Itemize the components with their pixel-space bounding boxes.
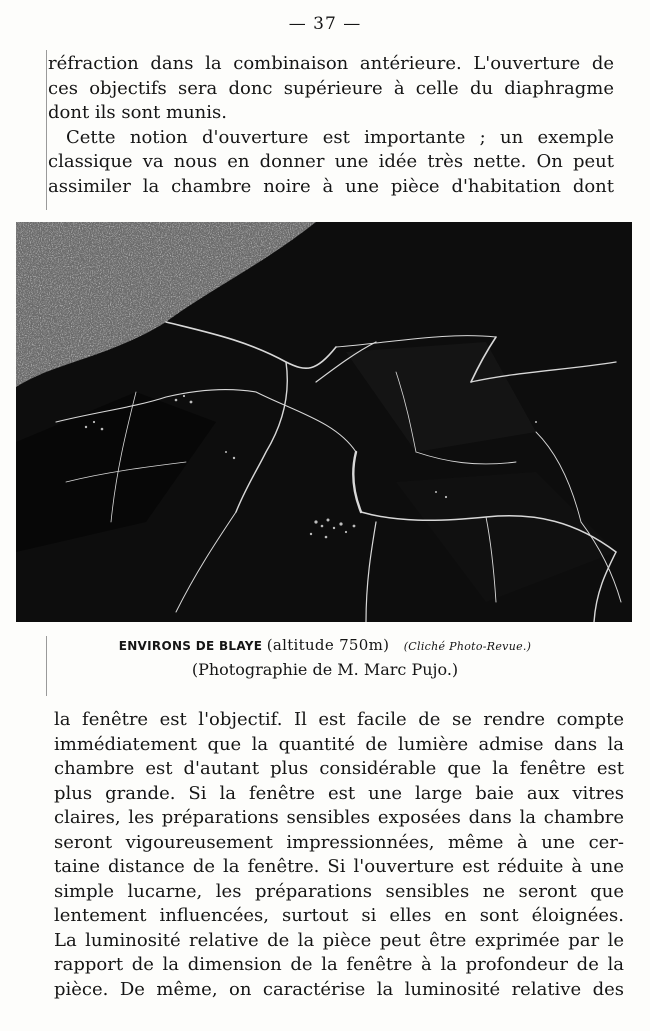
caption-author: (Photographie de M. Marc Pujo.): [191, 660, 459, 679]
text-line: plus grande. Si la fenêtre est une large baie aux vitres: [54, 782, 624, 804]
text-line: lentement influencées, surtout si elles en sont éloignées.: [54, 905, 624, 926]
text-line: classique va nous en donner une idée très nette. On peut: [48, 151, 614, 172]
text-line: immédiatement que la quantité de lumière admise dans la: [54, 733, 624, 755]
text-line: simple lucarne, les préparations sensibles ne seront que: [54, 880, 624, 902]
margin-rule: [46, 50, 47, 210]
text-line: réfraction dans la combinaison antérieure. L'ouverture de: [48, 53, 614, 74]
text-line: chambre est d'autant plus considérable que la fenêtre est: [54, 758, 624, 779]
caption-title: ENVIRONS DE BLAYE: [118, 639, 263, 653]
paragraph-top: [48, 52, 614, 199]
text-line: dont ils sont munis.: [48, 102, 227, 123]
caption-altitude: (altitude 750m): [266, 636, 390, 654]
text-line: Cette notion d'ouverture est importante ; un exemple: [66, 126, 614, 148]
caption-credit: (Cliché Photo-Revue.): [403, 640, 532, 653]
text-line: claires, les préparations sensibles exposées dans la chambre: [54, 807, 624, 828]
text-line: ces objectifs sera donc supérieure à celle du diaphragme: [48, 77, 614, 99]
paragraph-bottom: [54, 708, 624, 1002]
text-line: seront vigoureusement impressionnées, même à une cer-: [54, 831, 624, 853]
text-line: taine distance de la fenêtre. Si l'ouverture est réduite à une: [54, 856, 624, 877]
text-line: La luminosité relative de la pièce peut être exprimée par le: [54, 929, 624, 951]
aerial-photograph: [16, 222, 632, 622]
text-line: la fenêtre est l'objectif. Il est facile de se rendre compte: [54, 709, 624, 730]
figure-caption: [0, 636, 650, 654]
aerial-photograph-drawing: [16, 222, 632, 622]
text-line: rapport de la dimension de la fenêtre à la profondeur de la: [54, 954, 624, 975]
text-line: assimiler la chambre noire à une pièce d'habitation dont: [48, 175, 614, 197]
page-number: — 37 —: [288, 14, 362, 34]
text-line: pièce. De même, on caractérise la luminosité relative des: [54, 978, 624, 1000]
